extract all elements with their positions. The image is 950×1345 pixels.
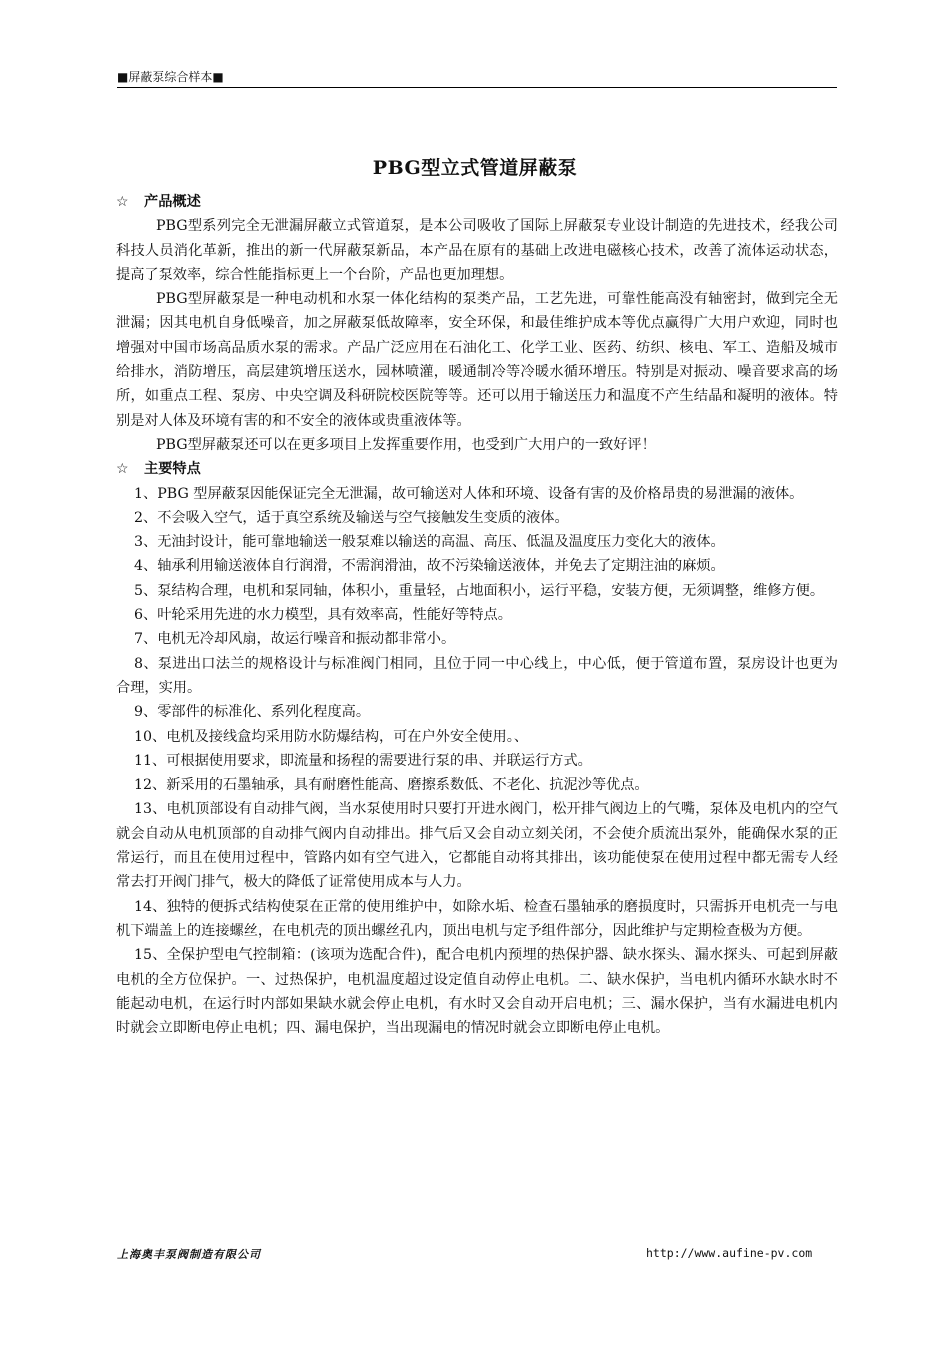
section-heading-text: 产品概述 [144,194,201,210]
footer-company: 上海奥丰泵阀制造有限公司 [117,1248,261,1261]
star-icon: ☆ [116,194,129,210]
feature-item: 10、电机及接线盒均采用防水防爆结构，可在户外安全使用。、 [134,728,529,745]
feature-item: 11、可根据使用要求，即流量和扬程的需要进行泵的串、并联运行方式。 [134,752,592,769]
feature-item: 7、电机无冷却风扇，故运行噪音和振动都非常小。 [134,631,456,648]
feature-item: 3、无油封设计，能可靠地输送一般泵难以输送的高温、高压、低温及温度压力变化大的液体。 [134,534,725,551]
section-heading-features [116,457,838,481]
feature-item: 2、不会吸入空气，适于真空系统及输送与空气接触发生变质的液体。 [134,509,569,526]
page-title: PBG型立式管道屏蔽泵 [372,157,578,179]
feature-item: 1、PBG 型屏蔽泵因能保证完全无泄漏，故可输送对人体和环境、设备有害的及价格昂贵的易泄漏的液体。 [134,485,804,502]
feature-item: 6、叶轮采用先进的水力模型，具有效率高，性能好等特点。 [134,607,512,624]
feature-item: 14、独特的便拆式结构使泵在正常的使用维护中，如除水垢、检查石墨轴承的磨损度时，只需拆开电机壳一与电机下端盖上的连接螺丝，在电机壳的顶出螺丝孔内，顶出电机与定予组件部分，因此维护与定期检查极为方便。 [116,898,838,939]
document-body [116,190,838,1040]
feature-item: 8、泵进出口法兰的规格设计与标准阀门相同，且位于同一中心线上，中心低，便于管道布置，泵房设计也更为合理，实用。 [116,655,838,696]
page-header: ■屏蔽泵综合样本■ [117,70,837,88]
overview-paragraph: PBG型屏蔽泵是一种电动机和水泵一体化结构的泵类产品，工艺先进，可靠性能高没有轴密封，做到完全无泄漏；因其电机自身低噪音，加之屏蔽泵低故障率，安全环保，和最佳维护成本等优点赢得广大用户欢迎，同时也增强对中国市场高品质水泵的需求。产品广泛应用在石油化工、化学工业、医药、纺织、核电、军工、造船及城市给排水，消防增压，高层建筑增压送水，园林喷灌，暖通制冷等冷暖水循环增压。特别是对振动、噪音要求高的场所，如重点工程、泵房、中央空调及科研院校医院等等。还可以用于输送压力和温度不产生结晶和凝明的液体。特别是对人体及环境有害的和不安全的液体或贵重液体等。 [116,291,838,429]
feature-item: 9、零部件的标准化、系列化程度高。 [134,704,371,721]
feature-item: 13、电机顶部设有自动排气阀，当水泵使用时只要打开进水阀门，松开排气阀边上的气嘴，泵体及电机内的空气就会自动从电机顶部的自动排气阀内自动排出。排气后又会自动立刻关闭，不会使介质流出泵外，能确保水泵的正常运行，而且在使用过程中，管路内如有空气进入，它都能自动将其排出，该功能使泵在使用过程中都无需专人经常去打开阀门排气，极大的降低了证常使用成本与人力。 [116,801,838,891]
feature-item: 12、新采用的石墨轴承，具有耐磨性能高、磨擦系数低、不老化、抗泥沙等优点。 [134,777,649,794]
overview-paragraph: PBG型系列完全无泄漏屏蔽立式管道泵，是本公司吸收了国际上屏蔽泵专业设计制造的先进技术，经我公司科技人员消化革新，推出的新一代屏蔽泵新品，本产品在原有的基础上改进电磁核心技术，改善了流体运动状态，提高了泵效率，综合性能指标更上一个台阶，产品也更加理想。 [116,218,838,283]
feature-item: 5、泵结构合理，电机和泵同轴，体积小，重量轻，占地面积小，运行平稳，安装方便，无须调整，维修方便。 [134,582,825,599]
star-icon: ☆ [116,461,129,478]
feature-item: 15、全保护型电气控制箱：(该项为选配合件)，配合电机内预埋的热保护器、缺水探头、漏水探头、可起到屏蔽电机的全方位保护。一、过热保护，电机温度超过设定值自动停止电机。二、缺水保护，当电机内循环水缺水时不能起动电机，在运行时内部如果缺水就会停止电机，有水时又会自动开启电机；三、漏水保护，当有水漏进电机内时就会立即断电停止电机；四、漏电保护，当出现漏电的情况时就会立即断电停止电机。 [116,947,838,1037]
footer-url[interactable]: http://www.aufine-pv.com [646,1246,813,1260]
feature-item: 4、轴承利用输送液体自行润滑，不需润滑油，故不污染输送液体，并免去了定期注油的麻烦。 [134,558,725,575]
section-heading-text: 主要特点 [144,461,201,478]
overview-paragraph: PBG型屏蔽泵还可以在更多项目上发挥重要作用，也受到广大用户的一致好评！ [156,436,656,453]
section-heading-overview [116,190,838,214]
